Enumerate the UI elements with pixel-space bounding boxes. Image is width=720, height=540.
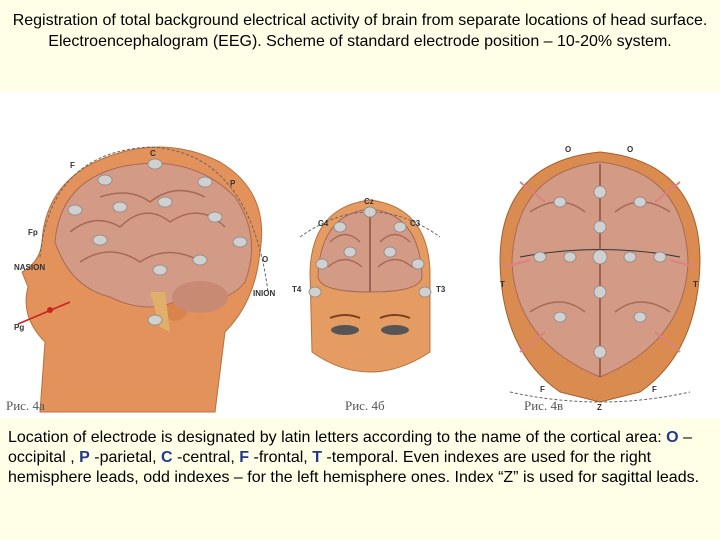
letter-o-meaning: –occipital , <box>8 429 692 466</box>
svg-text:T3: T3 <box>436 285 446 294</box>
svg-text:T4: T4 <box>292 285 302 294</box>
front-view-head <box>292 197 446 372</box>
letter-o: O <box>666 429 679 446</box>
svg-text:F: F <box>540 385 545 394</box>
side-view-head <box>14 147 275 412</box>
letter-t: T <box>312 449 322 466</box>
svg-text:Z: Z <box>597 403 602 412</box>
svg-text:F: F <box>652 385 657 394</box>
svg-text:F: F <box>70 161 75 170</box>
caption-fig-4a: Рис. 4а <box>6 398 45 413</box>
svg-text:P: P <box>230 179 236 188</box>
svg-text:O: O <box>627 145 634 154</box>
svg-text:INION: INION <box>253 289 276 298</box>
description-rest: Even indexes are used for the right hemisphere leads, odd indexes – for the left hemisphere ones. Index “Z” is used for sagittal leads. <box>8 449 700 486</box>
letter-p: P <box>79 449 90 466</box>
top-view-head <box>500 145 700 412</box>
letter-f-meaning: -frontal, <box>253 449 308 466</box>
electrode-figure-panel <box>0 92 720 418</box>
letter-f: F <box>239 449 250 466</box>
svg-text:Cz: Cz <box>364 197 374 206</box>
slide-title: Registration of total background electrical activity of brain from separate locations of head surface. Electroencephalogram (EEG). Scheme of standard electrode position – 10-20% system. <box>12 12 708 50</box>
svg-text:O: O <box>565 145 572 154</box>
svg-text:T: T <box>500 280 505 289</box>
svg-text:Pg: Pg <box>14 323 25 332</box>
letter-c-meaning: -central, <box>177 449 235 466</box>
description-intro: Location of electrode is designated by latin letters according to the name of the cortical area: <box>8 429 662 446</box>
caption-fig-4b: Рис. 4б <box>345 398 385 413</box>
letter-p-meaning: -parietal, <box>94 449 157 466</box>
svg-text:C: C <box>150 149 156 158</box>
svg-text:NASION: NASION <box>14 263 46 272</box>
electrode-illustration <box>0 92 720 418</box>
description-text <box>8 428 712 488</box>
letter-t-meaning: -temporal. <box>326 449 399 466</box>
svg-text:T: T <box>693 280 698 289</box>
svg-text:C3: C3 <box>410 219 421 228</box>
caption-fig-4c: Рис. 4в <box>524 398 564 413</box>
svg-text:C4: C4 <box>318 219 329 228</box>
svg-text:O: O <box>262 255 269 264</box>
svg-text:Fp: Fp <box>28 228 38 237</box>
letter-c: C <box>160 449 173 466</box>
